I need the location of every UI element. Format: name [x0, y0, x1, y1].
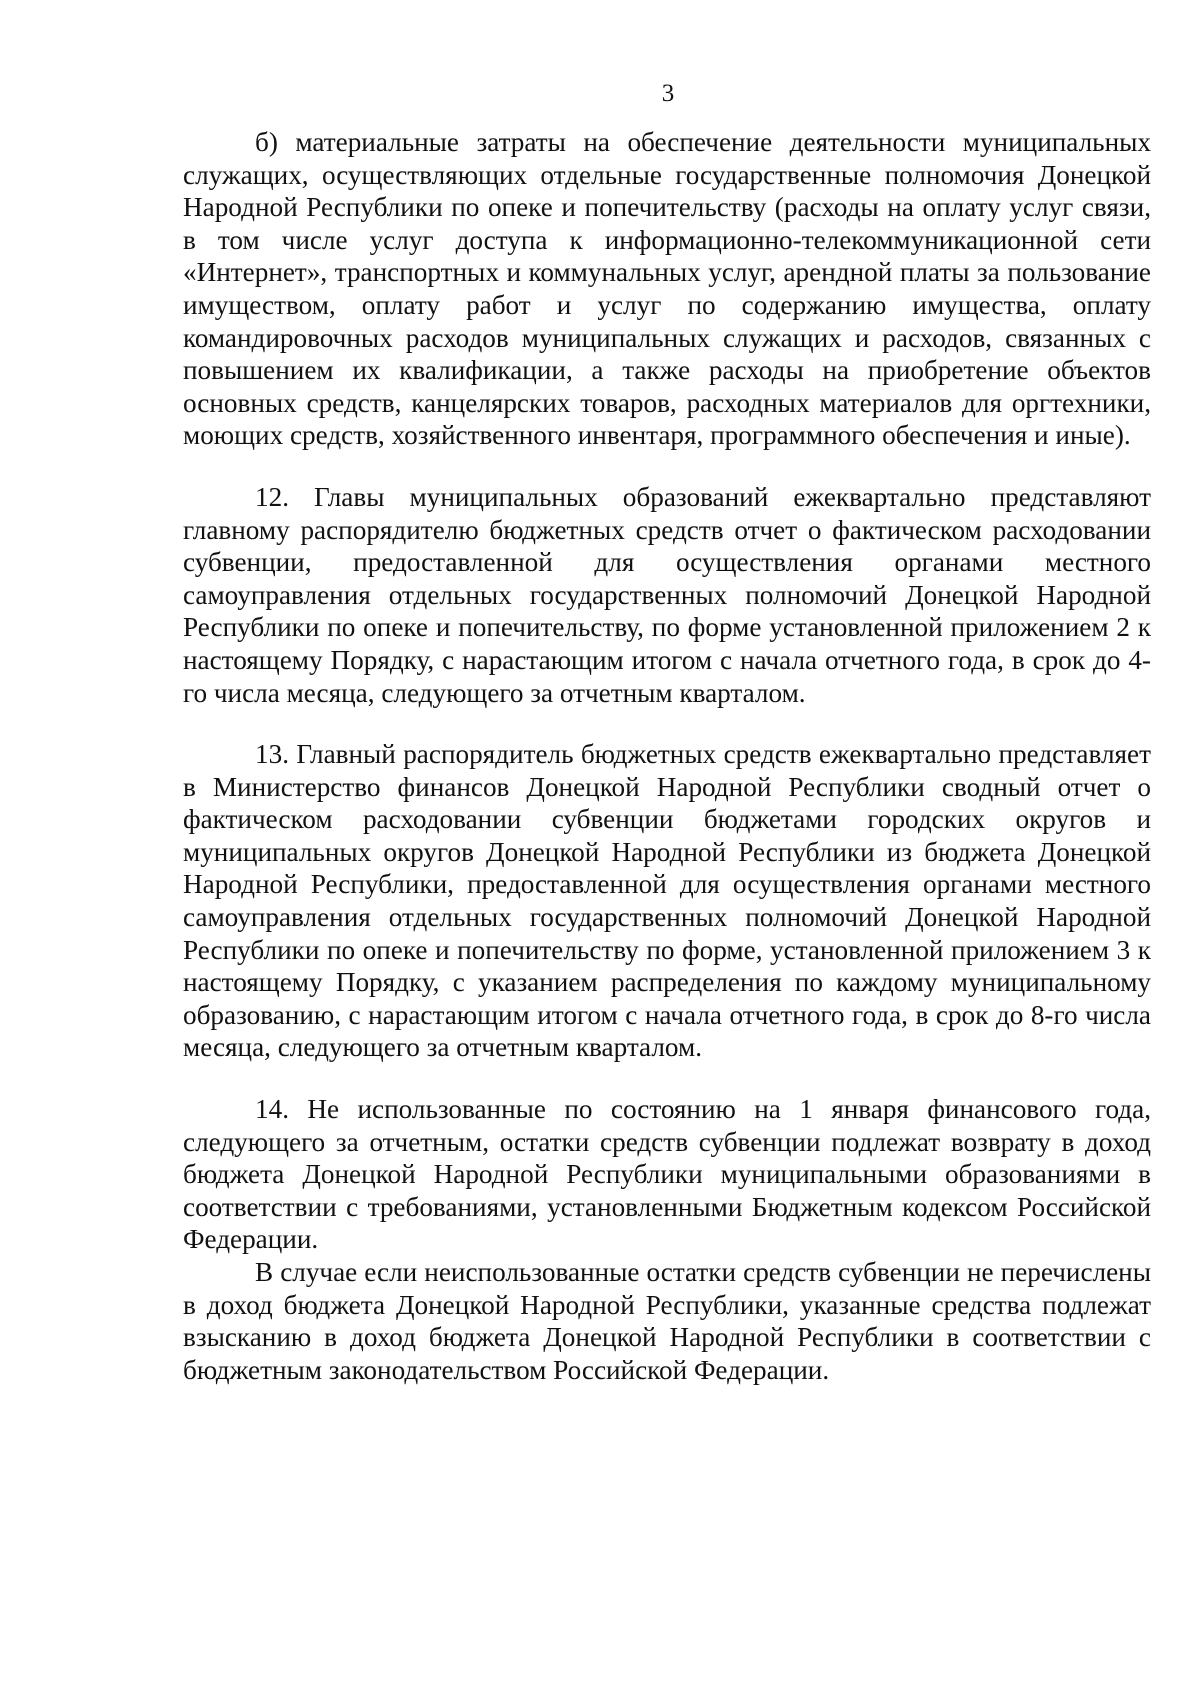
paragraph-11b: б) материальные затраты на обеспечение деятельности муниципальных служащих, осуществляющих отдельные государственные полномочия Донецкой Народной Республики по опеке и попечительству (расходы на оплату услуг связи, в том числе услуг доступа к информационно-телекоммуникационной сети «Интернет», транспортных и коммунальных услуг, арендной платы за пользование имуществом, оплату работ и услуг по содержанию имущества, оплату командировочных расходов муниципальных служащих и расходов, связанных с повышением их квалификации, а также расходы на приобретение объектов основных средств, канцелярских товаров, расходных материалов для оргтехники, моющих средств, хозяйственного инвентаря, программного обеспечения и иные). — [183, 127, 1151, 451]
page-number: 3 — [661, 80, 675, 107]
document-body — [183, 126, 1151, 1386]
paragraph-13: 13. Главный распорядитель бюджетных средств ежеквартально представляет в Министерство финансов Донецкой Народной Республики сводный отчет о фактическом расходовании субвенции бюджетами городских округов и муниципальных округов Донецкой Народной Республики из бюджета Донецкой Народной Республики, предоставленной для осуществления органами местного самоуправления отдельных государственных полномочий Донецкой Народной Республики по опеке и попечительству по форме, установленной приложением 3 к настоящему Порядку, с указанием распределения по каждому муниципальному образованию, с нарастающим итогом с начала отчетного года, в срок до 8-го числа месяца, следующего за отчетным кварталом. — [183, 739, 1151, 1063]
paragraph-12: 12. Главы муниципальных образований ежеквартально представляют главному распорядителю бюджетных средств отчет о фактическом расходовании субвенции, предоставленной для осуществления органами местного самоуправления отдельных государственных полномочий Донецкой Народной Республики по опеке и попечительству, по форме установленной приложением 2 к настоящему Порядку, с нарастающим итогом с начала отчетного года, в срок до 4-го числа месяца, следующего за отчетным кварталом. — [183, 481, 1151, 708]
paragraph-14-continuation: В случае если неиспользованные остатки средств субвенции не перечислены в доход бюджета Донецкой Народной Республики, указанные средства подлежат взысканию в доход бюджета Донецкой Народной Республики в соответствии с бюджетным законодательством Российской Федерации. — [183, 1257, 1151, 1385]
paragraph-14: 14. Не использованные по состоянию на 1 января финансового года, следующего за отчетным, остатки средств субвенции подлежат возврату в доход бюджета Донецкой Народной Республики муниципальными образованиями в соответствии с требованиями, установленными Бюджетным кодексом Российской Федерации. — [183, 1094, 1151, 1255]
